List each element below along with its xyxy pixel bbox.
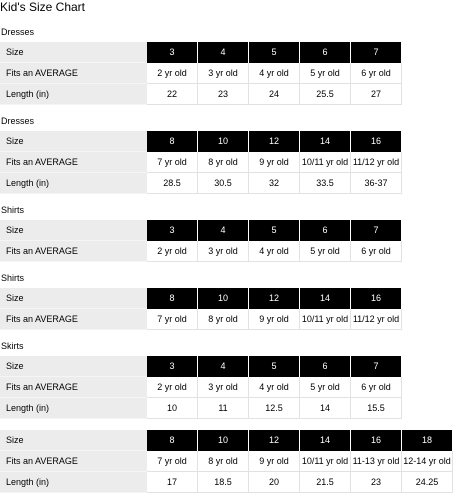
table-cell: 10 [147, 398, 198, 419]
row-label: Length (in) [0, 84, 147, 105]
table-cell: 6 yr old [351, 241, 402, 262]
row-label: Length (in) [0, 398, 147, 419]
row-label: Size [0, 430, 147, 451]
table-cell: 5 yr old [300, 241, 351, 262]
size-header-cell: 8 [147, 131, 198, 152]
table-cell: 32 [249, 173, 300, 194]
size-header-cell: 3 [147, 356, 198, 377]
size-header-cell: 7 [351, 42, 402, 63]
size-header-cell: 7 [351, 356, 402, 377]
table-cell: 24.25 [402, 472, 453, 493]
table-cell: 24 [249, 84, 300, 105]
size-header-cell: 14 [300, 288, 351, 309]
size-header-cell: 8 [147, 430, 198, 451]
row-label: Fits an AVERAGE [0, 309, 147, 330]
table-cell: 12-14 yr old [402, 451, 453, 472]
size-header-cell: 12 [249, 430, 300, 451]
table-cell: 9 yr old [249, 451, 300, 472]
table-cell: 9 yr old [249, 309, 300, 330]
table-cell: 23 [198, 84, 249, 105]
size-header-cell: 6 [300, 220, 351, 241]
table-cell: 5 yr old [300, 63, 351, 84]
table-cell: 9 yr old [249, 152, 300, 173]
table-cell: 27 [351, 84, 402, 105]
table-cell: 10/11 yr old [300, 152, 351, 173]
size-header-cell: 3 [147, 42, 198, 63]
table-cell: 10/11 yr old [300, 451, 351, 472]
table-cell: 8 yr old [198, 451, 249, 472]
table-cell: 3 yr old [198, 241, 249, 262]
section-heading: Dresses [1, 116, 35, 126]
table-cell: 4 yr old [249, 377, 300, 398]
size-header-cell: 3 [147, 220, 198, 241]
row-label: Size [0, 356, 147, 377]
table-cell: 17 [147, 472, 198, 493]
size-header-cell: 4 [198, 42, 249, 63]
row-label: Fits an AVERAGE [0, 377, 147, 398]
table-cell: 11 [198, 398, 249, 419]
table-cell: 11/12 yr old [351, 309, 402, 330]
row-label: Fits an AVERAGE [0, 152, 147, 173]
table-cell: 12.5 [249, 398, 300, 419]
table-cell: 15.5 [351, 398, 402, 419]
size-header-cell: 12 [249, 288, 300, 309]
size-header-cell: 18 [402, 430, 453, 451]
row-label: Length (in) [0, 173, 147, 194]
size-header-cell: 14 [300, 131, 351, 152]
size-header-cell: 16 [351, 288, 402, 309]
table-cell: 22 [147, 84, 198, 105]
size-header-cell: 4 [198, 220, 249, 241]
table-cell: 11/12 yr old [351, 152, 402, 173]
row-label: Size [0, 288, 147, 309]
row-label: Length (in) [0, 472, 147, 493]
table-cell: 30.5 [198, 173, 249, 194]
page-title: Kid's Size Chart [0, 0, 85, 14]
size-header-cell: 12 [249, 131, 300, 152]
size-header-cell: 7 [351, 220, 402, 241]
table-cell: 2 yr old [147, 63, 198, 84]
table-cell: 7 yr old [147, 152, 198, 173]
table-cell: 18.5 [198, 472, 249, 493]
table-cell: 25.5 [300, 84, 351, 105]
size-header-cell: 6 [300, 42, 351, 63]
table-cell: 7 yr old [147, 451, 198, 472]
size-header-cell: 16 [351, 131, 402, 152]
table-cell: 7 yr old [147, 309, 198, 330]
size-header-cell: 4 [198, 356, 249, 377]
size-header-cell: 10 [198, 430, 249, 451]
table-cell: 4 yr old [249, 63, 300, 84]
section-heading: Shirts [1, 205, 25, 215]
row-label: Size [0, 131, 147, 152]
size-header-cell: 10 [198, 131, 249, 152]
size-header-cell: 10 [198, 288, 249, 309]
table-cell: 8 yr old [198, 309, 249, 330]
section-heading: Shirts [1, 273, 25, 283]
table-cell: 6 yr old [351, 377, 402, 398]
table-cell: 23 [351, 472, 402, 493]
table-cell: 28.5 [147, 173, 198, 194]
table-cell: 2 yr old [147, 241, 198, 262]
section-heading: Dresses [1, 27, 35, 37]
table-cell: 2 yr old [147, 377, 198, 398]
row-label: Fits an AVERAGE [0, 63, 147, 84]
row-label: Fits an AVERAGE [0, 241, 147, 262]
table-cell: 21.5 [300, 472, 351, 493]
size-header-cell: 14 [300, 430, 351, 451]
row-label: Size [0, 42, 147, 63]
table-cell: 8 yr old [198, 152, 249, 173]
table-cell: 36-37 [351, 173, 402, 194]
size-header-cell: 16 [351, 430, 402, 451]
size-header-cell: 6 [300, 356, 351, 377]
size-header-cell: 5 [249, 356, 300, 377]
table-cell: 3 yr old [198, 377, 249, 398]
row-label: Size [0, 220, 147, 241]
row-label: Fits an AVERAGE [0, 451, 147, 472]
table-cell: 14 [300, 398, 351, 419]
section-heading: Skirts [1, 341, 24, 351]
size-header-cell: 5 [249, 220, 300, 241]
table-cell: 6 yr old [351, 63, 402, 84]
table-cell: 5 yr old [300, 377, 351, 398]
size-header-cell: 8 [147, 288, 198, 309]
table-cell: 20 [249, 472, 300, 493]
size-header-cell: 5 [249, 42, 300, 63]
table-cell: 11-13 yr old [351, 451, 402, 472]
table-cell: 10/11 yr old [300, 309, 351, 330]
table-cell: 33.5 [300, 173, 351, 194]
table-cell: 4 yr old [249, 241, 300, 262]
table-cell: 3 yr old [198, 63, 249, 84]
